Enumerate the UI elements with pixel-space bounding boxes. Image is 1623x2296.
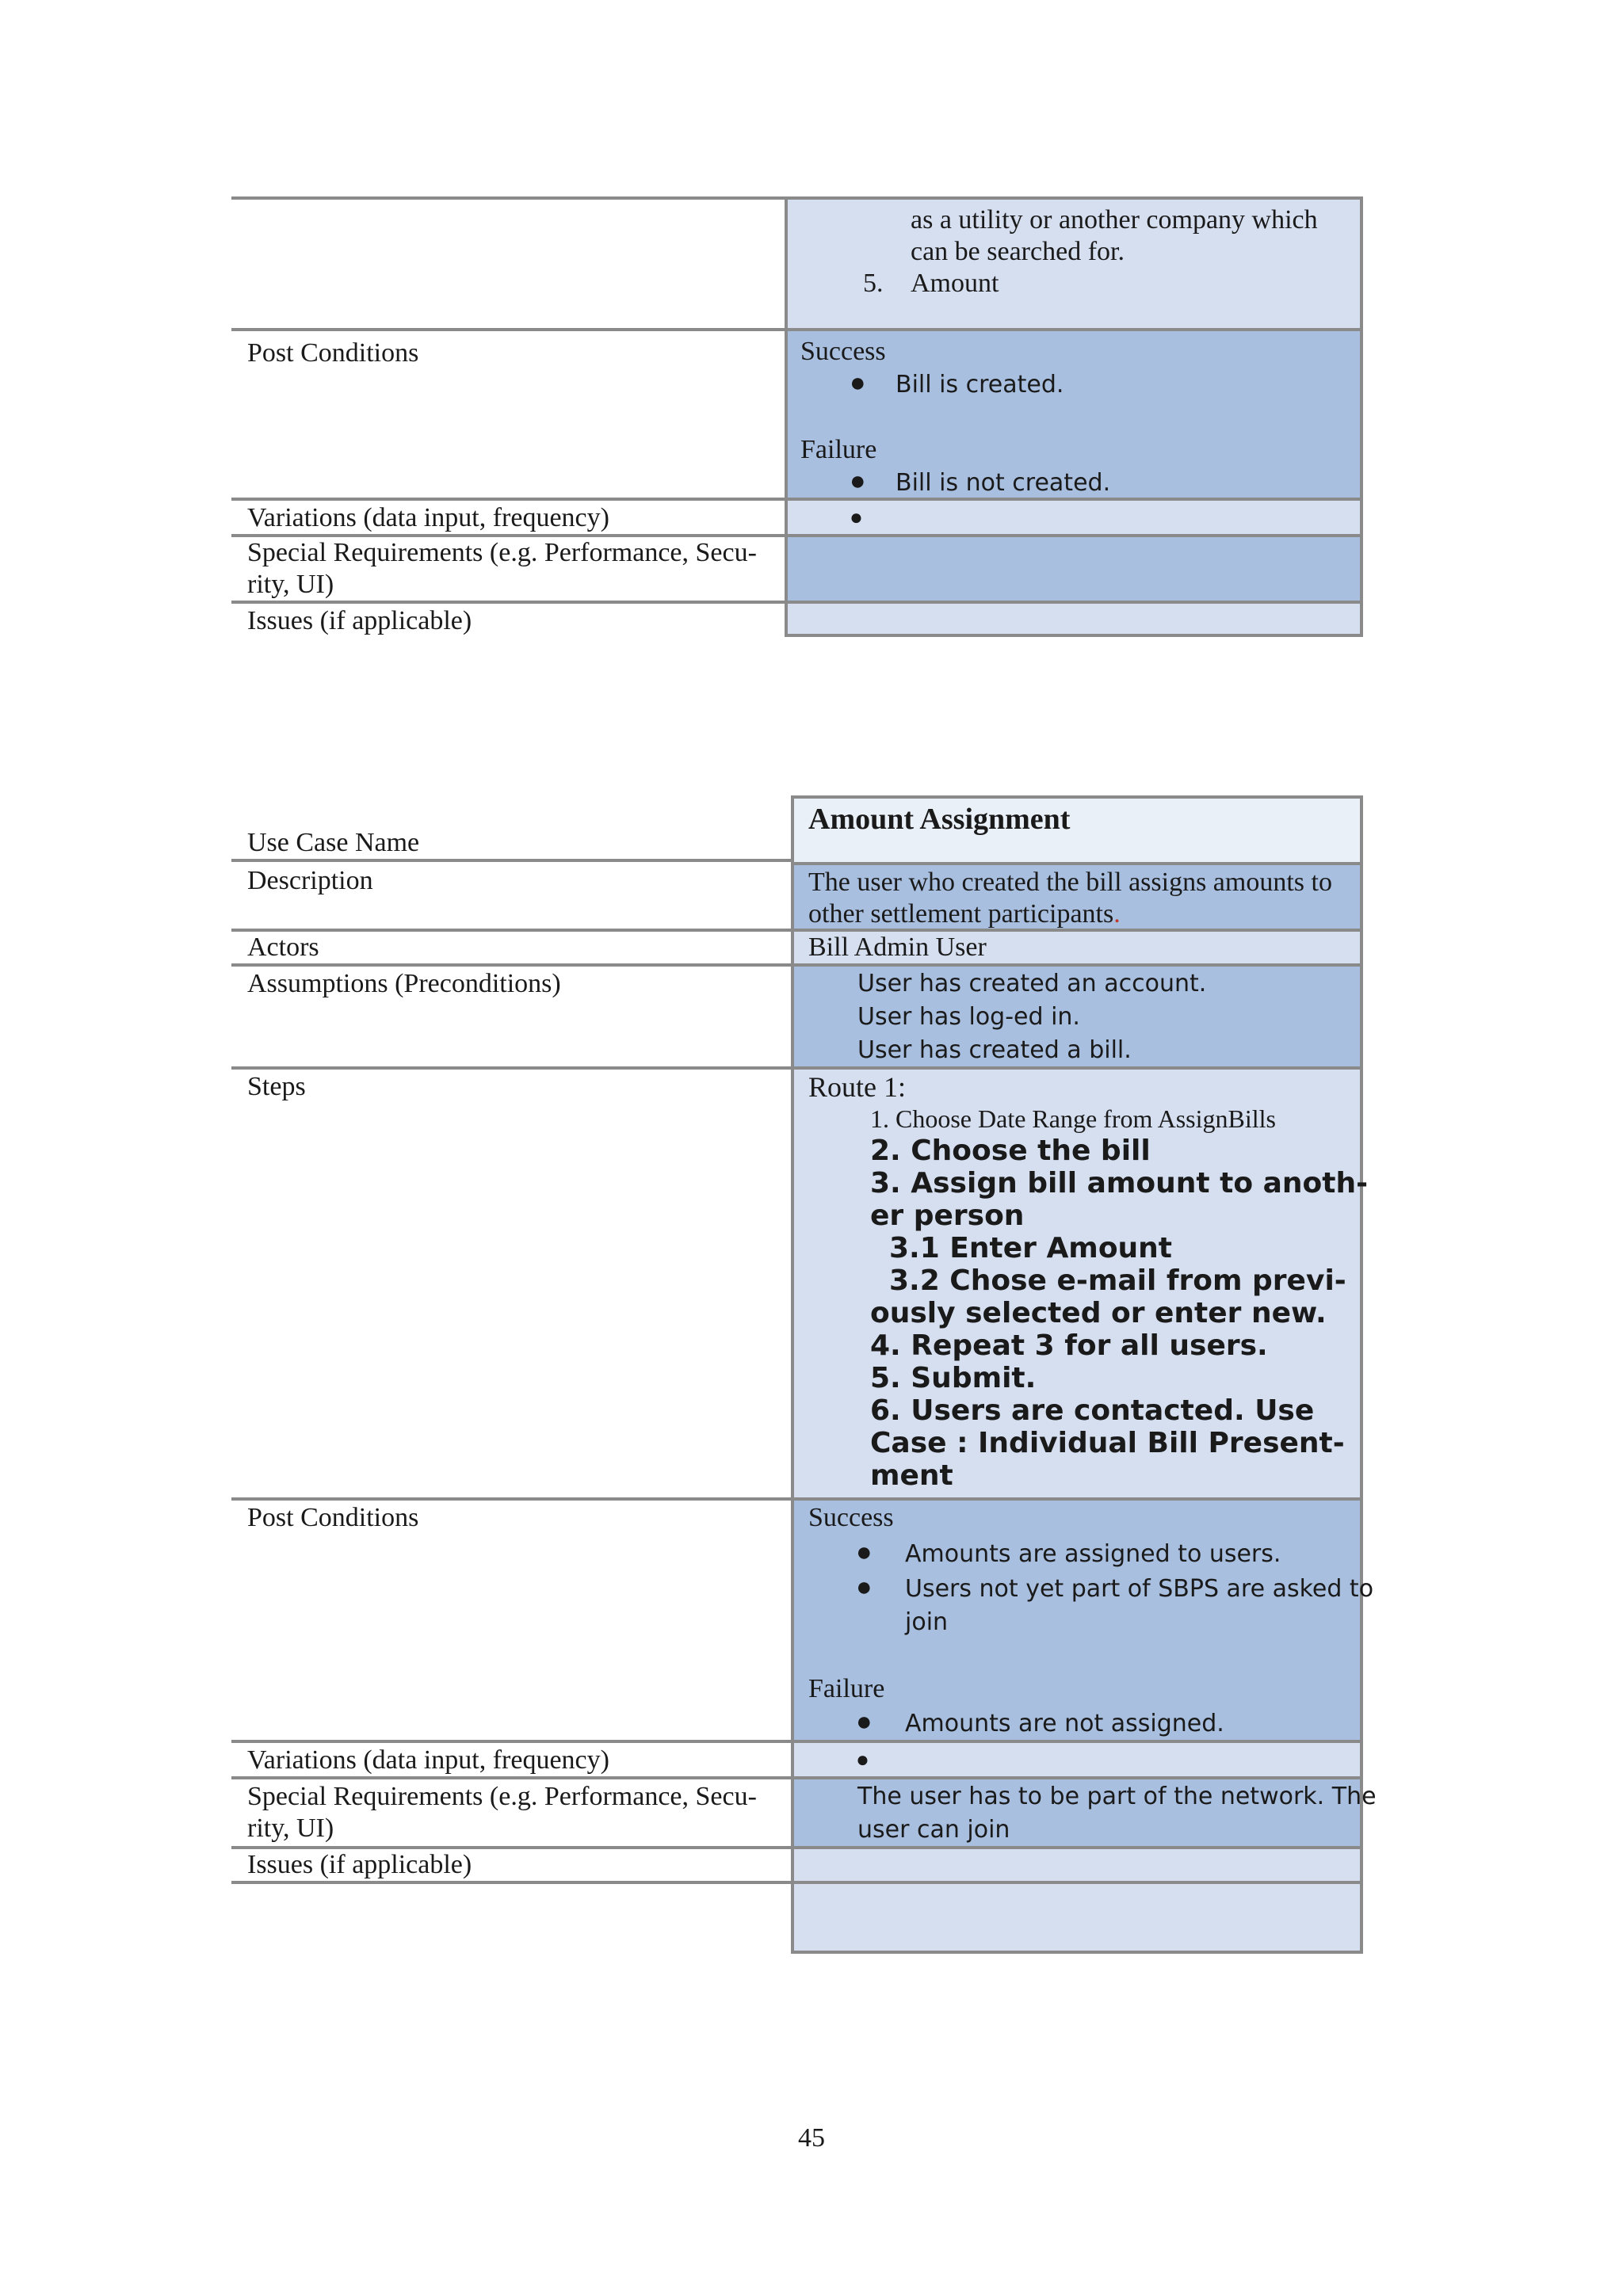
table-cell	[231, 196, 785, 328]
table-cell	[231, 328, 785, 498]
bullet-icon: ●	[850, 505, 863, 530]
assumption-item: User has log-ed in.	[857, 1003, 1080, 1031]
table-row	[231, 1497, 1374, 1740]
table-cell	[791, 1776, 1377, 1846]
bullet-icon: ●	[856, 1748, 869, 1772]
success-label: Success	[800, 337, 886, 366]
special-requirements-label: Special Requirements (e.g. Performance, Secu-	[247, 1782, 757, 1811]
special-requirements-value: The user has to be part of the network. The	[857, 1783, 1377, 1810]
assumptions-label: Assumptions (Preconditions)	[247, 969, 561, 998]
assumption-item: User has created a bill.	[857, 1036, 1132, 1064]
list-number: 5.	[863, 269, 884, 298]
table-cell	[785, 328, 1363, 498]
continued-line: as a utility or another company which	[911, 205, 1318, 235]
description-label: Description	[247, 866, 373, 895]
table-cell	[231, 1776, 791, 1846]
special-requirements-value: user can join	[857, 1816, 1010, 1844]
list-item: Amount	[911, 269, 999, 298]
bullet-icon: ●	[856, 1573, 873, 1602]
table-cell	[791, 1740, 1363, 1776]
table-cell	[231, 1740, 791, 1776]
continued-line: can be searched for.	[911, 237, 1125, 266]
failure-item: Amounts are not assigned.	[905, 1710, 1224, 1737]
failure-item: Bill is not created.	[896, 469, 1111, 497]
step-item: 2. Choose the bill	[870, 1135, 1151, 1167]
bullet-icon: ●	[856, 1707, 873, 1737]
table-row	[231, 1846, 1363, 1881]
description-line: other settlement participants	[808, 899, 1114, 929]
special-requirements-label: rity, UI)	[247, 570, 334, 599]
use-case-name-label: Use Case Name	[247, 828, 420, 857]
table-cell	[231, 498, 785, 534]
table-cell	[231, 862, 791, 929]
special-requirements-label: Special Requirements (e.g. Performance, Secu-	[247, 538, 757, 567]
success-item: Bill is created.	[896, 371, 1064, 399]
step-item: er person	[870, 1199, 1025, 1232]
post-conditions-label: Post Conditions	[247, 338, 419, 368]
issues-label: Issues (if applicable)	[247, 606, 472, 635]
special-requirements-label: rity, UI)	[247, 1814, 334, 1843]
variations-label: Variations (data input, frequency)	[247, 1745, 609, 1775]
failure-label: Failure	[800, 435, 877, 464]
table-cell	[791, 1497, 1374, 1740]
variations-label: Variations (data input, frequency)	[247, 503, 609, 532]
description-period: .	[1113, 899, 1121, 929]
table-cell	[791, 862, 1363, 929]
description-text: The user who created the bill assigns amounts to	[808, 868, 1332, 897]
success-item: Users not yet part of SBPS are asked to	[905, 1575, 1374, 1603]
success-label: Success	[808, 1503, 894, 1532]
table-row	[231, 795, 1363, 862]
steps-label: Steps	[247, 1072, 306, 1101]
step-item: 5. Submit.	[870, 1362, 1037, 1394]
table-cell	[231, 1497, 791, 1740]
issues-label: Issues (if applicable)	[247, 1850, 472, 1879]
table-cell	[231, 929, 791, 963]
page-number: 45	[798, 2123, 825, 2153]
table-cell	[785, 534, 1363, 601]
table-continued	[231, 196, 1363, 640]
failure-label: Failure	[808, 1674, 885, 1703]
success-item: join	[905, 1608, 949, 1636]
table-cell	[785, 498, 1363, 534]
table-cell	[231, 534, 785, 601]
table-row	[231, 1066, 1369, 1497]
step-item: 3.1 Enter Amount	[889, 1232, 1173, 1264]
bullet-icon: ●	[856, 1538, 873, 1567]
table-cell	[231, 963, 791, 1066]
table-row	[231, 601, 1363, 637]
success-item: Amounts are assigned to users.	[905, 1540, 1281, 1568]
table-cell	[785, 196, 1363, 328]
table-row	[231, 196, 1363, 328]
table-amount-assignment	[231, 795, 1377, 1957]
step-item: 1. Choose Date Range from AssignBills	[870, 1104, 1276, 1133]
assumption-item: User has created an account.	[857, 970, 1207, 997]
post-conditions-label: Post Conditions	[247, 1503, 419, 1532]
table-row	[231, 1776, 1377, 1846]
bullet-icon: ●	[850, 368, 866, 398]
description-text	[808, 898, 1121, 930]
table-cell	[791, 1846, 1363, 1881]
table-cell	[791, 795, 1363, 862]
table-cell	[785, 601, 1363, 637]
table-row	[231, 929, 1363, 963]
step-item: Case : Individual Bill Present-	[870, 1427, 1345, 1459]
table-cell	[231, 1846, 791, 1881]
table-row	[231, 963, 1363, 1066]
step-item: 3. Assign bill amount to anoth-	[870, 1167, 1369, 1199]
table-row	[231, 498, 1363, 534]
step-item: 3.2 Chose e-mail from previ-	[889, 1264, 1346, 1297]
table-row	[231, 1740, 1363, 1776]
actors-value: Bill Admin User	[808, 933, 987, 962]
table-cell	[791, 1066, 1369, 1497]
use-case-title: Amount Assignment	[808, 803, 1071, 836]
table-cell	[231, 1066, 791, 1497]
table-cell	[231, 601, 785, 637]
step-item: 4. Repeat 3 for all users.	[870, 1329, 1268, 1362]
table-cell	[791, 929, 1363, 963]
table-row	[231, 328, 1363, 498]
table-cell	[231, 795, 791, 862]
table-cell	[791, 963, 1363, 1066]
table-row	[231, 862, 1363, 929]
step-item: ously selected or enter new.	[870, 1297, 1327, 1329]
table-row	[231, 534, 1363, 601]
route-label: Route 1:	[808, 1071, 906, 1103]
table-row	[231, 1881, 1363, 1954]
step-item: 6. Users are contacted. Use	[870, 1394, 1315, 1427]
table-cell	[791, 1881, 1363, 1954]
bullet-icon: ●	[850, 467, 866, 496]
actors-label: Actors	[247, 933, 319, 962]
step-item: ment	[870, 1459, 953, 1492]
